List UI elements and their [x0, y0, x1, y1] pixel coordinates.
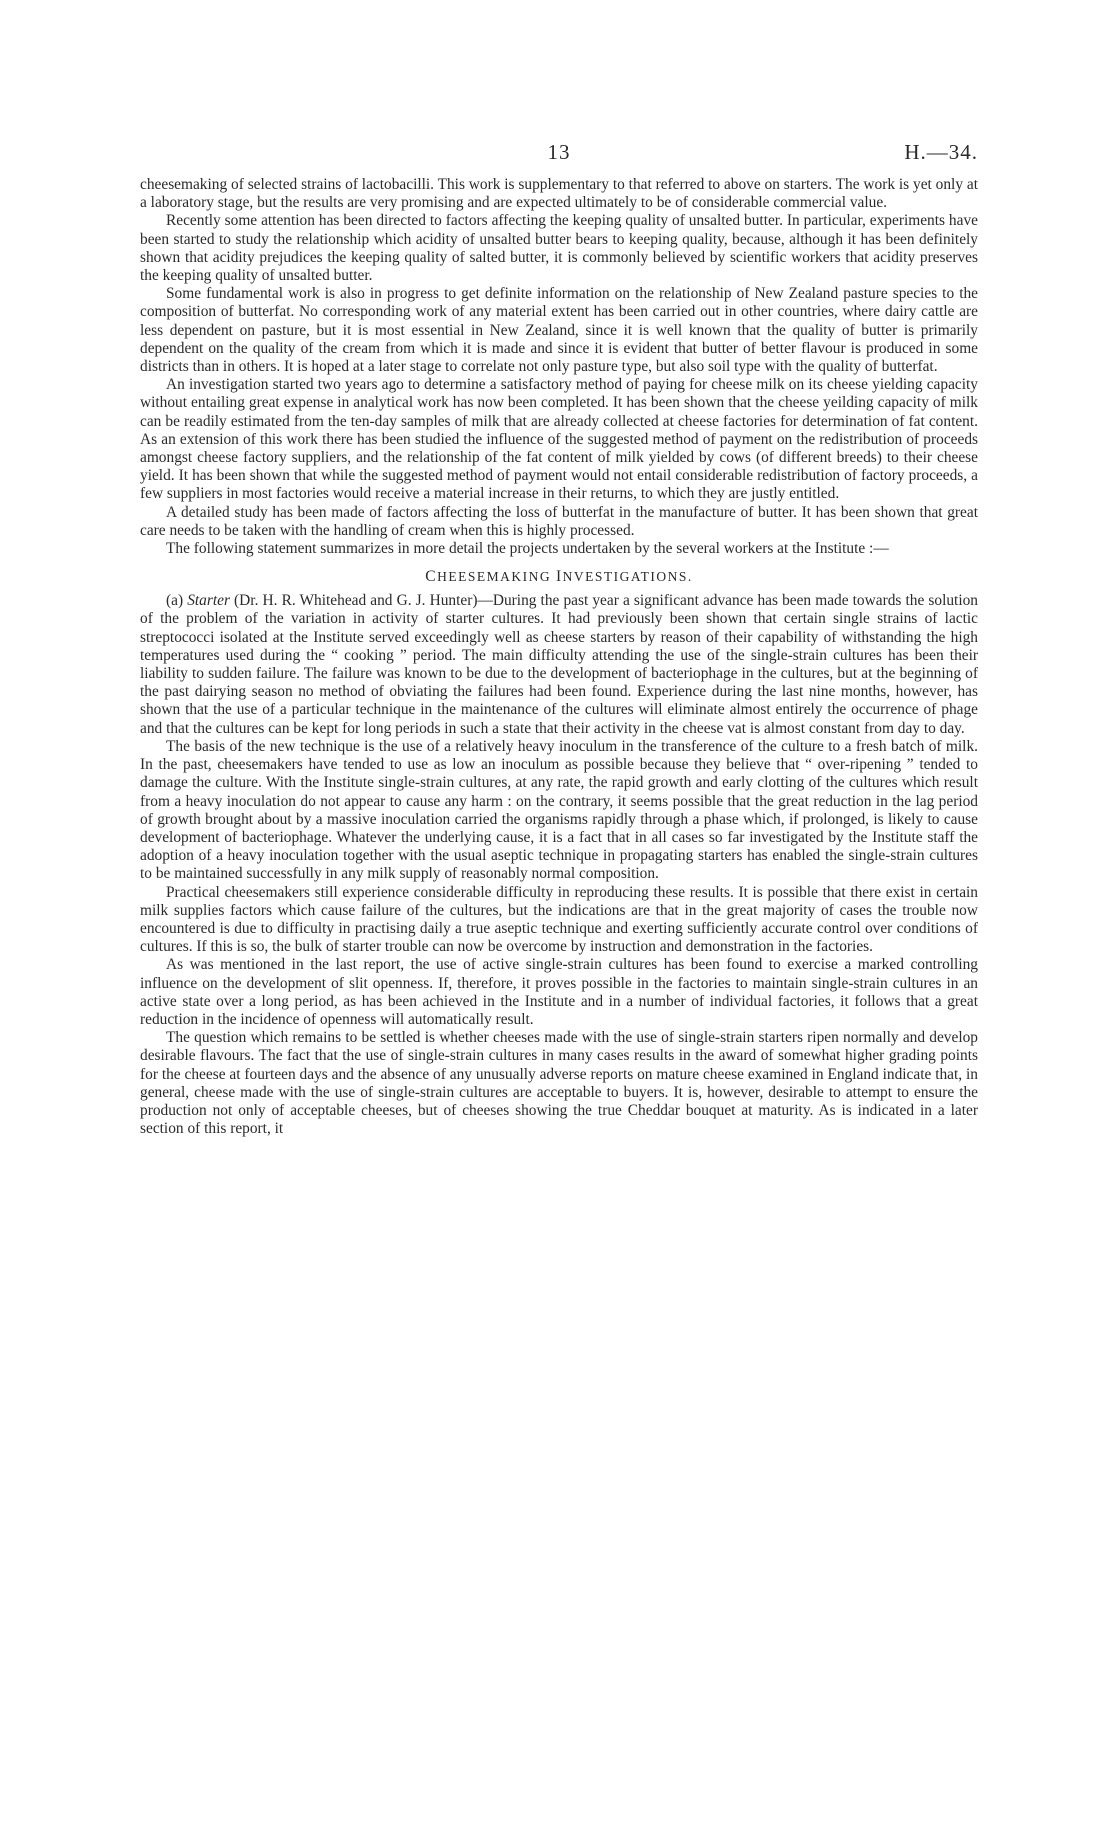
heading-initial: C	[425, 568, 438, 586]
paragraph: Practical cheesemakers still experience considerable difficulty in reproducing these results. It is possible that there exist in certain milk supplies factors which cause failure of the cultures, but the indications are that in the great majority of cases the trouble now encountered is due to difficulty in practising daily a true aseptic technique and exerting sufficiently accurate control over conditions of cultures. If this is so, the bulk of starter trouble can now be overcome by instruction and demonstration in the factories.	[140, 883, 978, 956]
paragraph: The basis of the new technique is the use of a relatively heavy inoculum in the transference of the culture to a fresh batch of milk. In the past, cheesemakers have tended to use as low an inoculum as possible because they believe that “ over-ripening ” tended to damage the culture. With the Institute single-strain cultures, at any rate, the rapid growth and early clotting of the cultures which result from a heavy inoculation do not appear to cause any harm : on the contrary, it seems possible that the great reduction in the lag period of growth brought about by a massive inoculation carried the organisms rapidly through a phase which, if prolonged, is likely to cause development of bacteriophage. Whatever the underlying cause, it is a fact that in all cases so far investigated by the Institute staff the adoption of a heavy inoculation together with the usual aseptic technique in propagating starters has enabled the single-strain cultures to be maintained successfully in any milk supply of reasonably normal composition.	[140, 737, 978, 883]
heading-text: NVESTIGATIONS.	[562, 569, 693, 585]
document-reference: H.—34.	[904, 140, 978, 164]
section-heading	[140, 568, 978, 586]
paragraph: An investigation started two years ago to determine a satisfactory method of paying for cheese milk on its cheese yielding capacity without entailing great expense in analytical work has now been completed. It has been shown that the cheese yeilding capacity of milk can be readily estimated from the ten-day samples of milk that are already collected at cheese factories for determination of fat content. As an extension of this work there has been studied the influence of the suggested method of payment on the redistribution of proceeds amongst cheese factory suppliers, and the relationship of the fat content of milk yielded by cows (of different breeds) to their cheese yield. It has been shown that while the suggested method of payment would not entail considerable redistribution of factory proceeds, a few suppliers in most factories would receive a material increase in their returns, to which they are justly entitled.	[140, 376, 978, 503]
heading-initial: I	[555, 568, 563, 586]
paragraph: As was mentioned in the last report, the use of active single-strain cultures has been found to exercise a marked controlling influence on the development of slit openness. If, therefore, it proves possible in the factories to maintain single-strain cultures in an active state over a long period, as has been achieved in the Institute and in a number of individual factories, it follows that a great reduction in the incidence of openness will automatically result.	[140, 956, 978, 1028]
starter-paragraph	[140, 592, 978, 738]
paragraph: The question which remains to be settled is whether cheeses made with the use of single-strain starters ripen normally and develop desirable flavours. The fact that the use of single-strain cultures in many cases results in the award of somewhat higher grading points for the cheese at fourteen days and the absence of any unusually adverse reports on mature cheese examined in England indicate that, in general, cheese made with the use of single-strain cultures are acceptable to buyers. It is, however, desirable to attempt to ensure the production not only of acceptable cheeses, but of cheeses showing the true Cheddar bouquet at maturity. As is indicated in a later section of this report, it	[140, 1029, 978, 1138]
paragraph: Recently some attention has been directed to factors affecting the keeping quality of unsalted butter. In particular, experiments have been started to study the relationship which acidity of unsalted butter bears to keeping quality, because, although it has been definitely shown that acidity prejudices the keeping quality of salted butter, it is commonly believed by scientific workers that acidity preserves the keeping quality of unsalted butter.	[140, 212, 978, 285]
item-prefix: (a)	[166, 592, 188, 610]
paragraph: cheesemaking of selected strains of lactobacilli. This work is supplementary to that referred to above on starters. The work is yet only at a laboratory stage, but the results are very promising and are expected ultimately to be of considerable commercial value.	[140, 176, 978, 212]
body-text	[140, 176, 978, 1138]
page-header	[140, 140, 978, 176]
heading-text: HEESEMAKING	[437, 569, 552, 585]
paragraph: Some fundamental work is also in progress to get definite information on the relationship of New Zealand pasture species to the composition of butterfat. No corresponding work of any material extent has been carried out in other countries, where dairy cattle are less dependent on pasture, but it is most essential in New Zealand, since it is well known that the quality of butter is primarily dependent on the quality of the cream from which it is made and since it is evident that butter of better flavour is produced in some districts than in others. It is hoped at a later stage to correlate not only pasture type, but also soil type with the quality of butterfat.	[140, 285, 978, 376]
item-title: Starter	[187, 592, 230, 610]
paragraph: The following statement summarizes in more detail the projects undertaken by the several workers at the Institute :—	[166, 540, 889, 558]
page-number: 13	[547, 140, 571, 164]
document-page	[140, 140, 978, 1138]
item-text: (Dr. H. R. Whitehead and G. J. Hunter)—During the past year a significant advance has been made towards the solution of the problem of the variation in activity of starter cultures. It had previously been shown that certain single strains of lactic streptococci isolated at the Institute served exceedingly well as cheese starters by reason of their capability of withstanding the high temperatures used during the “ cooking ” period. The main difficulty attending the use of the single-strain cultures has been their liability to sudden failure. The failure was known to be due to the development of bacteriophage in the cultures, but at the beginning of the past dairying season no method of obviating the failures had been found. Experience during the last nine months, however, has shown that the use of a particular technique in the maintenance of the cultures will eliminate almost entirely the occurrence of phage and that the cultures can be kept for long periods in such a state that their activity in the cheese vat is almost constant from day to day.	[140, 592, 978, 737]
paragraph: A detailed study has been made of factors affecting the loss of butterfat in the manufacture of butter. It has been shown that great care needs to be taken with the handling of cream when this is highly processed.	[140, 503, 978, 539]
